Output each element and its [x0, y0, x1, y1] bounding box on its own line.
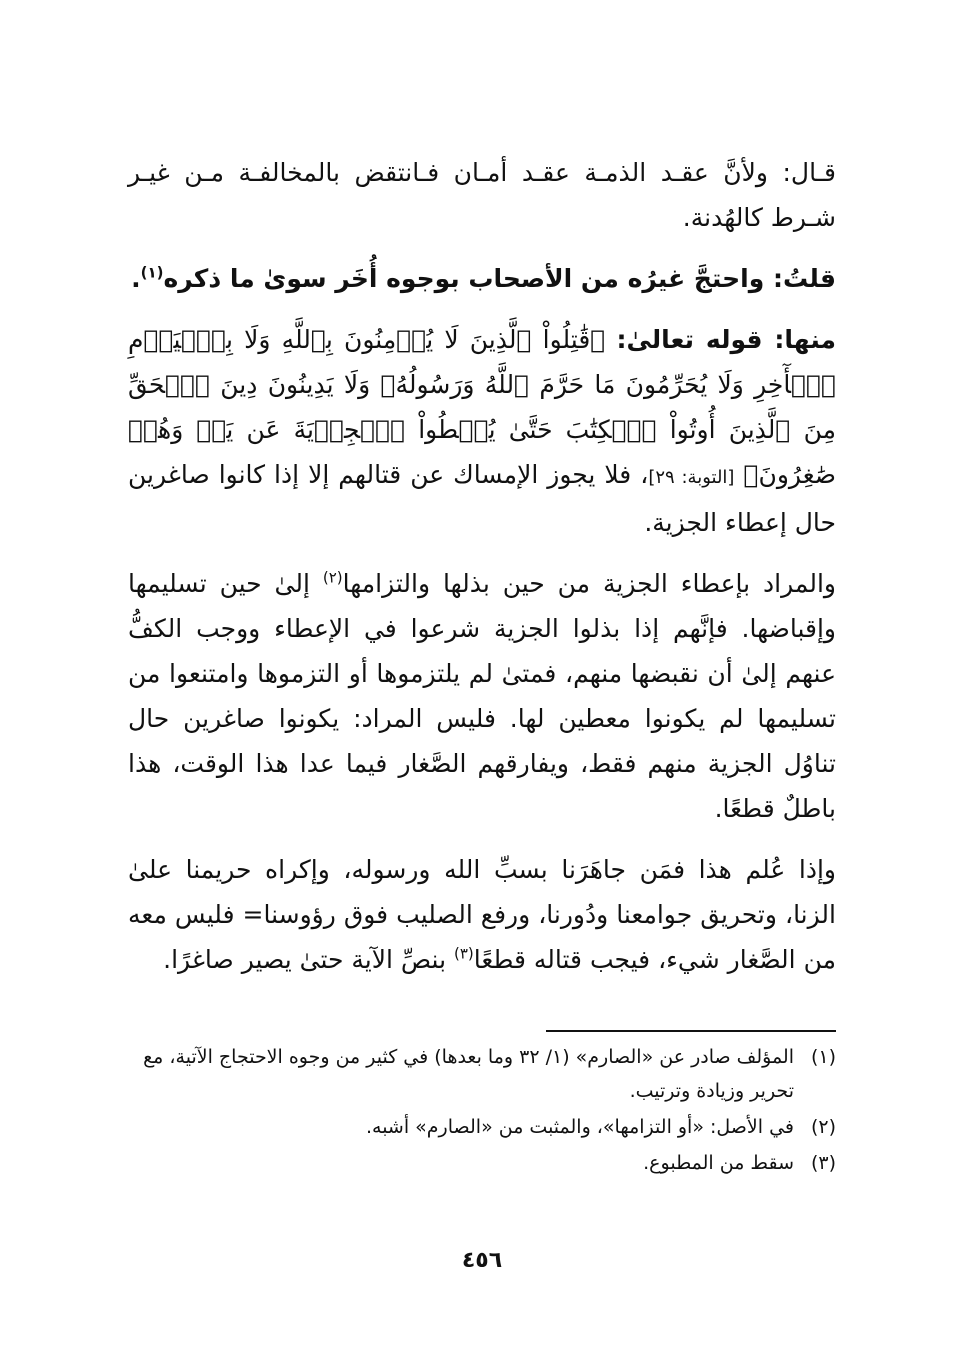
footnotes — [128, 1040, 836, 1182]
paragraph-5-text-a: وإذا عُلم هذا فمَن جاهَرَنا بسبِّ الله ورسوله، وإكراه حريمنا علىٰ الزنا، وتحريق جوامعنا ودُورنا، ورفع الصليب فوق رؤوسنا= فليس معه من الصَّغار شيء، فيجب قتاله قطعًا — [128, 855, 836, 974]
paragraph-4-text-a: والمراد بإعطاء الجزية من حين بذلها والتزامها — [342, 569, 836, 598]
paragraph-3-lead: منها: قوله تعالىٰ: — [616, 325, 836, 354]
footnote-text: في الأصل: «أو التزامها»، والمثبت من «الصارم» أشبه. — [365, 1116, 794, 1138]
paragraph-1 — [128, 150, 836, 240]
paragraph-5-text-b: بنصِّ الآية حتىٰ يصير صاغرًا. — [163, 945, 454, 974]
footnote-text: سقط من المطبوع. — [643, 1152, 794, 1174]
footnote-ref-2[interactable]: (٢) — [322, 568, 343, 587]
footnote-number: (٣) — [810, 1152, 836, 1174]
paragraph-1-text: قـال: ولأنَّ عقـد الذمـة عقـد أمـان فـانتقض بالمخالفـة مـن غيـر شـرط كالهُدنة. — [128, 158, 836, 232]
paragraph-4-text-b: إلىٰ حين تسليمها وإقباضها. فإنَّهم إذا بذلوا الجزية شرعوا في الإعطاء ووجب الكفُّ عنهم إلىٰ أن نقبضها منهم، فمتىٰ لم يلتزموها أو التزموها وامتنعوا من تسليمها لم يكونوا معطين لها. فليس المراد: يكونوا صاغرين حال تناوُل الجزية منهم فقط، ويفارقهم الصَّغار فيما عدا هذا الوقت، هذا باطلٌ قطعًا. — [128, 569, 836, 823]
paragraph-2-text: قلتُ: واحتجَّ غيرُه من الأصحاب بوجوه أُخَر سوىٰ ما ذكره — [163, 264, 836, 293]
quran-verse: ﴿قَٰتِلُواْ ٱلَّذِينَ لَا يُؤۡمِنُونَ بِٱللَّهِ وَلَا بِٱلۡيَوۡمِ ٱلۡأٓخِرِ وَلَا يُحَرِّمُونَ مَا حَرَّمَ ٱللَّهُ وَرَسُولُهُۥ وَلَا يَدِينُونَ دِينَ ٱلۡحَقِّ مِنَ ٱلَّذِينَ أُوتُواْ ٱلۡكِتَٰبَ حَتَّىٰ يُعۡطُواْ ٱلۡجِزۡيَةَ عَن يَدٖ وَهُمۡ صَٰغِرُونَ﴾ — [128, 325, 836, 489]
page-number: ٤٥٦ — [461, 1248, 503, 1273]
footnote-ref-3[interactable]: (٣) — [454, 944, 474, 963]
main-text — [128, 150, 836, 998]
paragraph-2-heading — [128, 256, 836, 301]
paragraph-5 — [128, 847, 836, 982]
footnote-number: (١) — [810, 1046, 836, 1068]
paragraph-3 — [128, 317, 836, 545]
footnote-ref-1[interactable]: (١) — [140, 263, 164, 282]
footnote-number: (٢) — [810, 1116, 836, 1138]
footnote-3 — [128, 1146, 836, 1180]
paragraph-4 — [128, 561, 836, 831]
verse-citation: [التوبة: ٢٩] — [648, 467, 735, 488]
paragraph-2-end: . — [131, 264, 141, 293]
footnote-1 — [128, 1040, 836, 1108]
footnote-separator — [546, 1030, 836, 1032]
paragraph-3-rest: ، فلا يجوز الإمساك عن قتالهم إلا إذا كانوا صاغرين حال إعطاء الجزية. — [128, 460, 836, 537]
footnote-2 — [128, 1110, 836, 1144]
footnote-text: المؤلف صادر عن «الصارم» (١/ ٣٢ وما بعدها) في كثير من وجوه الاحتجاج الآتية، مع تحرير وزيادة وترتيب. — [143, 1046, 794, 1102]
